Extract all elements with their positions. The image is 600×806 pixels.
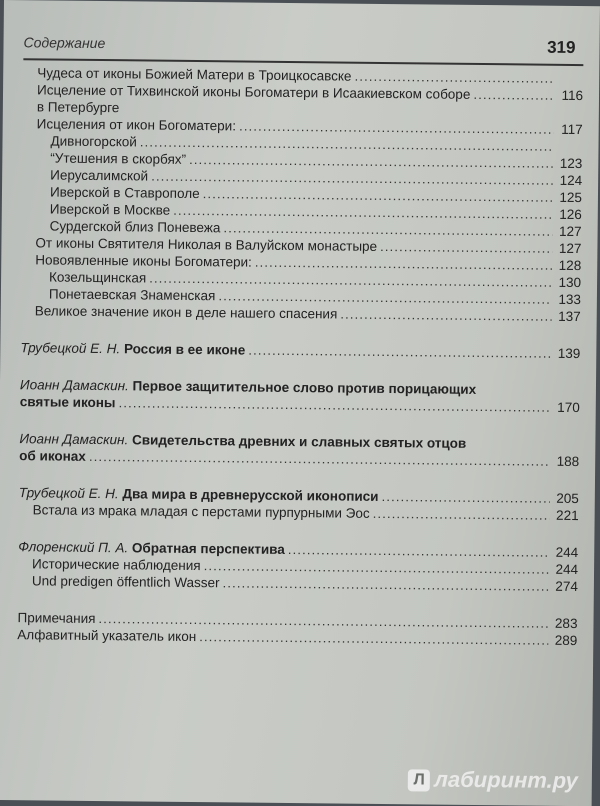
toc-entry-text: Иерусалимской [50,166,148,184]
toc-page-number: 274 [552,578,578,595]
toc-entry-text: Чудеса от иконы Божией Матери в Троицкосавске [37,64,351,84]
dot-leader [248,342,551,362]
dot-leader [222,574,549,594]
toc-page-number: 205 [553,490,579,507]
work-heading [20,393,116,411]
toc-page-number: 221 [553,507,579,524]
watermark-text: лабиринт.ру [434,767,578,794]
toc-entry[interactable] [23,81,583,121]
toc-entry-text: Великое значение икон в деле нашего спасения [35,302,338,322]
toc-page-number: 117 [557,121,583,138]
toc-entry-text: в Петербурге [37,98,120,116]
work-title: Свидетельства древних и славных святых отцов [132,432,466,450]
toc-page-number: 289 [551,632,577,649]
section-label: Содержание [23,34,105,51]
toc-page-number: 137 [555,308,581,325]
toc-page-number: 128 [555,257,581,274]
work-heading [19,447,86,465]
author-name: Трубецкой Е. Н. [20,340,120,356]
dot-leader [199,628,548,649]
toc-page-number: 123 [556,155,582,172]
work-title: святые иконы [20,394,116,410]
work-title: Два мира в древнерусской иконописи [122,486,378,504]
toc-page-number: 170 [554,399,580,416]
toc-page-number: 283 [551,615,577,632]
toc-page-number: 127 [556,223,582,240]
toc-entry-text: Алфавитный указатель икон [17,626,196,645]
toc-entry-text: Встала из мрака младая с перстами пурпурными Эос [33,501,370,522]
toc-work-entry[interactable] [19,430,579,470]
dot-leader [340,306,552,325]
toc-entry-text: От иконы Святителя Николая в Валуйском монастыре [35,234,377,255]
work-title: Россия в ее иконе [124,341,245,357]
page-number: 319 [547,38,576,58]
dot-leader [354,68,554,87]
author-name: Трубецкой Е. Н. [19,485,119,501]
toc-entry-text: Сурдегской близ Поневежа [50,217,221,236]
toc-page-number: 125 [556,189,582,206]
toc-work-entry[interactable] [18,538,579,595]
toc-entry-text: “Утешения в скорбях” [50,149,186,167]
toc-entry-text: Исцеление от Тихвинской иконы Богоматери в Исаакиевском соборе [37,81,470,103]
toc-page-number: 126 [556,206,582,223]
toc-entry-text: Иверской в Москве [50,200,171,218]
work-title: об иконах [19,448,86,464]
toc-entry-text: Примечания [17,609,95,627]
table-of-contents [17,64,583,649]
toc-entry-text: Новоявленные иконы Богоматери: [35,251,252,270]
labirint-logo-icon: Л [408,769,430,791]
toc-entry-text: Понетаевская Знаменская [49,285,216,304]
watermark [408,766,578,794]
dot-leader [381,488,549,507]
dot-leader [473,86,554,104]
toc-entry-text: Исторические наблюдения [32,555,201,574]
toc-page-number: 130 [555,274,581,291]
author-name: Флоренский П. А. [18,539,128,555]
toc-entry-text: Козельщинская [49,268,146,286]
work-title: Обратная перспектива [132,540,285,557]
toc-work-entry[interactable] [20,376,580,416]
toc-page-number: 244 [552,561,578,578]
toc-entry-text: Иверской в Ставрополе [50,183,200,202]
dot-leader [380,238,553,257]
dot-leader [373,505,550,524]
toc-page-number: 116 [557,87,583,104]
author-name: Иоанн Дамаскин. [20,377,129,393]
work-title: Первое защитительное слово против порицающих [133,378,477,397]
author-name: Иоанн Дамаскин. [19,431,128,447]
toc-page-number: 244 [552,544,578,561]
toc-entry-text: Дивногорской [50,132,137,150]
toc-work-entry[interactable] [19,484,579,524]
work-heading [20,339,245,358]
toc-entry-text: Исцеления от икон Богоматери: [37,115,237,134]
toc-page-number: 188 [553,453,579,470]
toc-entry-text: Und predigen öffentlich Wasser [32,572,220,591]
toc-page-number: 139 [554,345,580,362]
toc-page-number: 127 [555,240,581,257]
toc-page-number: 124 [556,172,582,189]
toc-page-number: 133 [555,291,581,308]
page-header [23,34,583,66]
